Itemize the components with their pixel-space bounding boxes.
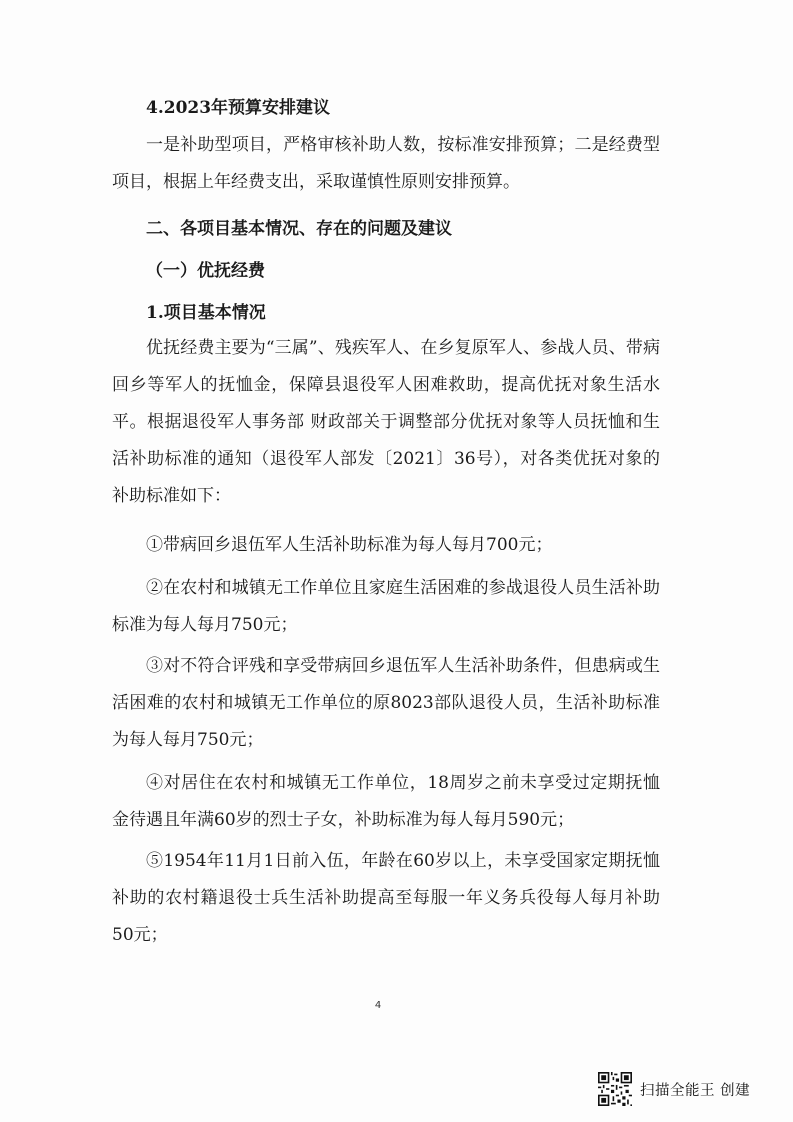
scanner-watermark bbox=[598, 1066, 750, 1112]
item-heading: 1.项目基本情况 bbox=[146, 303, 266, 323]
page-number: 4 bbox=[374, 1000, 382, 1011]
budget-paragraph: 一是补助型项目，严格审核补助人数，按标准安排预算；二是经费型项目，根据上年经费支出，采取谨慎性原则安排预算。 bbox=[112, 135, 660, 192]
qr-code-icon bbox=[598, 1072, 632, 1106]
watermark-text: 扫描全能王 创建 bbox=[640, 1082, 751, 1099]
standard-item-4: ④对居住在农村和城镇无工作单位，18周岁之前未享受过定期抚恤金待遇且年满60岁的烈士子女，补助标准为每人每月590元； bbox=[112, 773, 660, 830]
subsection-heading: （一）优抚经费 bbox=[146, 261, 265, 281]
intro-paragraph: 优抚经费主要为“三属”、残疾军人、在乡复原军人、参战人员、带病回乡等军人的抚恤金，保障县退役军人困难救助，提高优抚对象生活水平。根据退役军人事务部 财政部关于调整部分优抚对象等人员抚恤和生活补助标准的通知（退役军人部发〔2021〕36号），对各类优抚对象的补助标准如下： bbox=[112, 338, 660, 506]
standard-item-5: ⑤1954年11月1日前入伍，年龄在60岁以上，未享受国家定期抚恤补助的农村籍退役士兵生活补助提高至每服一年义务兵役每人每月补助50元； bbox=[112, 851, 660, 945]
standard-item-2: ②在农村和城镇无工作单位且家庭生活困难的参战退役人员生活补助标准为每人每月750元； bbox=[112, 578, 660, 635]
standard-item-3: ③对不符合评残和享受带病回乡退伍军人生活补助条件，但患病或生活困难的农村和城镇无工作单位的原8023部队退役人员，生活补助标准为每人每月750元； bbox=[112, 656, 660, 750]
standard-item-1: ①带病回乡退伍军人生活补助标准为每人每月700元； bbox=[146, 535, 553, 555]
budget-heading: 4.2023年预算安排建议 bbox=[146, 98, 331, 118]
chapter-heading: 二、各项目基本情况、存在的问题及建议 bbox=[146, 219, 452, 239]
